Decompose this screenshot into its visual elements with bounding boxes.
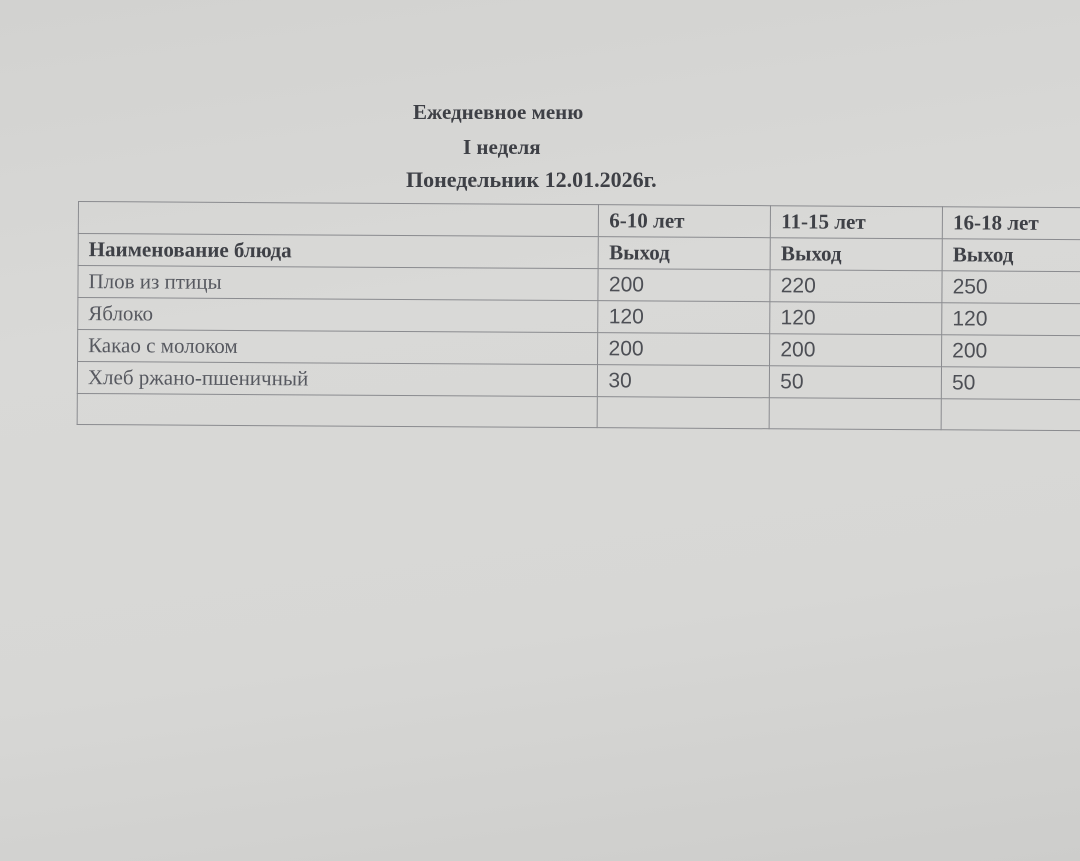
dish-name-header: Наименование блюда xyxy=(78,234,599,269)
dish-name: Хлеб ржано-пшеничный xyxy=(77,362,598,397)
yield-value: 50 xyxy=(770,366,942,399)
age-group-header: 16-18 лет xyxy=(942,207,1080,240)
dish-name: Яблоко xyxy=(78,298,599,333)
yield-value: 120 xyxy=(942,303,1080,336)
menu-table xyxy=(77,201,1080,431)
empty-cell xyxy=(769,398,941,430)
yield-value: 200 xyxy=(598,269,770,302)
yield-value: 120 xyxy=(598,301,770,334)
empty-table-row xyxy=(77,393,1080,430)
empty-cell xyxy=(598,397,770,429)
yield-value: 220 xyxy=(770,270,942,303)
yield-header: Выход xyxy=(942,239,1080,272)
yield-value: 200 xyxy=(598,333,770,366)
empty-cell xyxy=(941,399,1080,431)
yield-header: Выход xyxy=(599,237,771,270)
yield-value: 30 xyxy=(598,365,770,398)
menu-title: Ежедневное меню xyxy=(413,100,584,124)
yield-value: 50 xyxy=(941,367,1080,400)
week-label: I неделя xyxy=(463,135,541,159)
yield-value: 120 xyxy=(770,302,942,335)
age-group-header: 11-15 лет xyxy=(771,206,943,239)
yield-value: 250 xyxy=(942,271,1080,304)
dish-name: Плов из птицы xyxy=(78,266,599,301)
empty-cell xyxy=(77,393,598,427)
yield-value: 200 xyxy=(770,334,942,367)
yield-value: 200 xyxy=(942,335,1080,368)
empty-header-cell xyxy=(78,202,599,237)
day-date-label: Понедельник 12.01.2026г. xyxy=(406,167,657,192)
dish-name: Какао с молоком xyxy=(78,330,599,365)
yield-header: Выход xyxy=(770,238,942,271)
age-group-header: 6-10 лет xyxy=(599,205,771,238)
